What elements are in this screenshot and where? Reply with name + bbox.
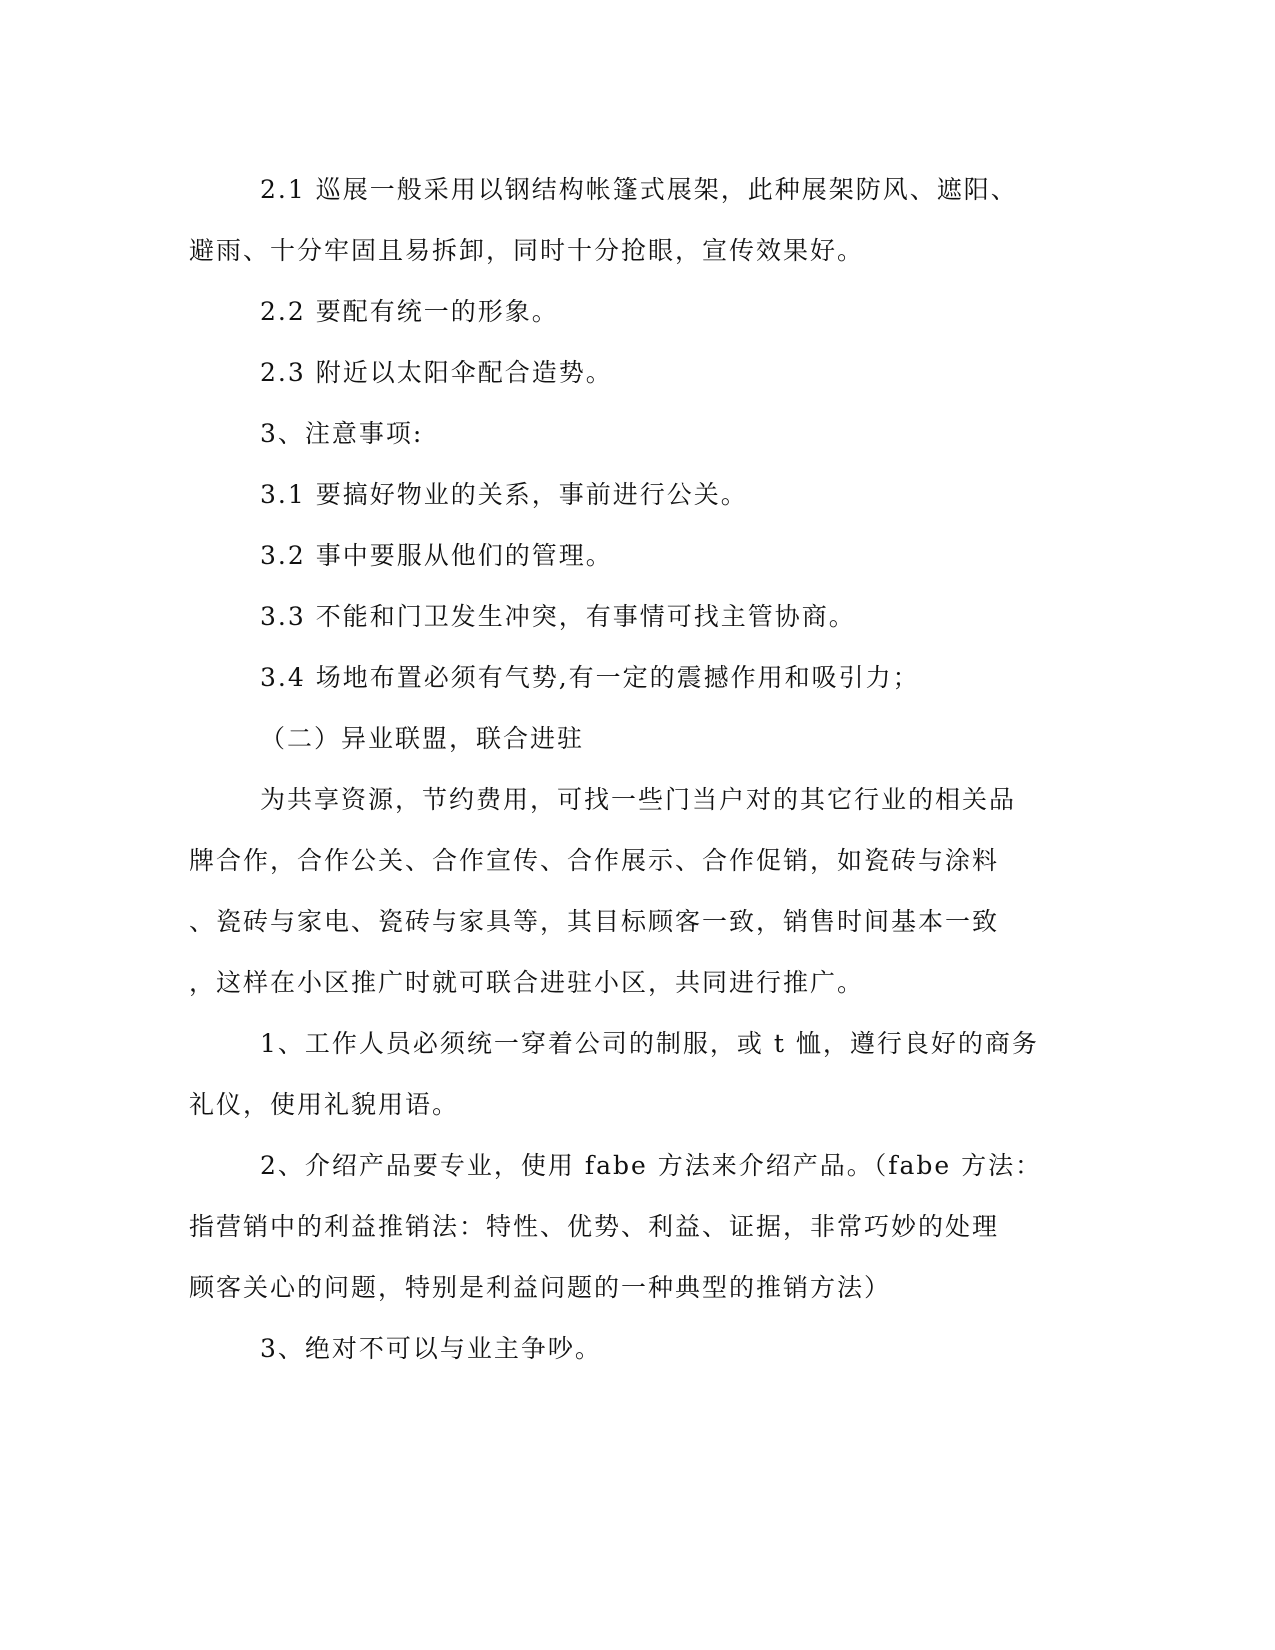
text-line: 避雨、十分牢固且易拆卸，同时十分抢眼，宣传效果好。 xyxy=(189,236,865,265)
section-heading: （二）异业联盟，联合进驻 xyxy=(260,724,585,753)
text-line: 2.1 巡展一般采用以钢结构帐篷式展架，此种展架防风、遮阳、 xyxy=(260,175,1018,204)
text-line: 礼仪，使用礼貌用语。 xyxy=(189,1090,460,1119)
text-line: 1、工作人员必须统一穿着公司的制服，或 t 恤，遵行良好的商务 xyxy=(260,1029,1039,1058)
text-line: 2、介绍产品要专业，使用 fabe 方法来介绍产品。（fabe 方法： xyxy=(260,1151,1043,1180)
text-line: 3.4 场地布置必须有气势,有一定的震撼作用和吸引力； xyxy=(260,663,920,692)
text-line: 3.3 不能和门卫发生冲突，有事情可找主管协商。 xyxy=(260,602,856,631)
text-line: 2.2 要配有统一的形象。 xyxy=(260,297,559,326)
section-heading: 3、注意事项: xyxy=(260,419,424,448)
text-line: 、瓷砖与家电、瓷砖与家具等，其目标顾客一致，销售时间基本一致 xyxy=(189,907,1000,936)
text-line: 为共享资源，节约费用，可找一些门当户对的其它行业的相关品 xyxy=(260,785,1017,814)
text-line: ，这样在小区推广时就可联合进驻小区，共同进行推广。 xyxy=(189,968,865,997)
text-line: 3、绝对不可以与业主争吵。 xyxy=(260,1334,602,1363)
text-line: 牌合作，合作公关、合作宣传、合作展示、合作促销，如瓷砖与涂料 xyxy=(189,846,1000,875)
text-line: 3.1 要搞好物业的关系，事前进行公关。 xyxy=(260,480,748,509)
text-line: 2.3 附近以太阳伞配合造势。 xyxy=(260,358,613,387)
text-line: 3.2 事中要服从他们的管理。 xyxy=(260,541,613,570)
document-body xyxy=(189,159,1089,1379)
text-line: 指营销中的利益推销法：特性、优势、利益、证据，非常巧妙的处理 xyxy=(189,1212,1000,1241)
text-line: 顾客关心的问题，特别是利益问题的一种典型的推销方法） xyxy=(189,1273,892,1302)
